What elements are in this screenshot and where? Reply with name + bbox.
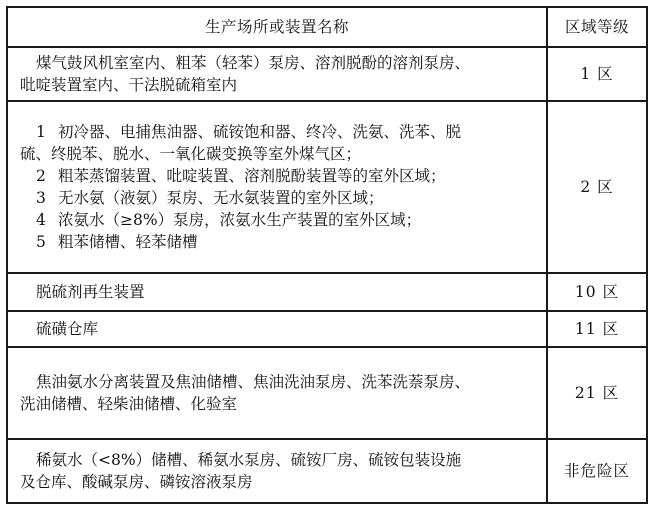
table-row	[7, 101, 647, 273]
site-text-line: 洗油储槽、轻柴油储槽、化验室	[20, 395, 238, 413]
list-item-continuation: 硫、终脱苯、脱水、一氧化碳变换等室外煤气区；	[20, 145, 362, 163]
list-item	[20, 231, 536, 253]
list-item	[20, 187, 536, 209]
zone-level-cell: 21 区	[547, 347, 647, 439]
list-item	[20, 165, 536, 187]
site-text-line: 硫磺仓库	[36, 320, 99, 338]
list-item-text: 初冷器、电捕焦油器、硫铵饱和器、终冷、洗氨、洗苯、脱	[58, 123, 462, 141]
table-row	[7, 347, 647, 439]
zone-level-cell: 10 区	[547, 273, 647, 311]
site-text-line: 焦油氨水分离装置及焦油储槽、焦油洗油泵房、洗苯洗萘泵房、	[36, 373, 471, 391]
site-name-cell	[7, 311, 547, 347]
list-item-text: 浓氨水（≥8%）泵房，浓氨水生产装置的室外区域；	[58, 211, 422, 229]
zone-classification-table	[6, 6, 648, 504]
table-row	[7, 47, 647, 101]
list-item-number: 3	[36, 189, 46, 207]
list-item	[20, 209, 536, 231]
site-text-line: 及仓库、酸碱泵房、磷铵溶液泵房	[20, 473, 253, 491]
table-row	[7, 439, 647, 503]
list-item	[20, 121, 536, 143]
header-zone-level: 区域等级	[547, 7, 647, 47]
site-name-cell	[7, 347, 547, 439]
table-row	[7, 311, 647, 347]
site-name-cell	[7, 101, 547, 273]
site-text-line: 吡啶装置室内、干法脱硫箱室内	[20, 76, 238, 94]
zone-level-cell: 11 区	[547, 311, 647, 347]
site-name-cell	[7, 273, 547, 311]
table-header-row	[7, 7, 647, 47]
zone-level-cell: 1 区	[547, 47, 647, 101]
site-text-line: 煤气鼓风机室室内、粗苯（轻苯）泵房、溶剂脱酚的溶剂泵房、	[36, 54, 471, 72]
list-item-number: 5	[36, 233, 46, 251]
list-item-text: 粗苯储槽、轻苯储槽	[58, 233, 198, 251]
zone-level-cell: 非危险区	[547, 439, 647, 503]
site-text-line: 稀氨水（<8%）储槽、稀氨水泵房、硫铵厂房、硫铵包装设施	[36, 451, 462, 469]
list-item-number: 4	[36, 211, 46, 229]
site-name-cell	[7, 47, 547, 101]
list-item-number: 2	[36, 167, 46, 185]
zone-classification-table-container	[6, 6, 646, 500]
table-row	[7, 273, 647, 311]
site-name-cell	[7, 439, 547, 503]
list-item-text: 无水氨（液氨）泵房、无水氨装置的室外区域；	[58, 189, 384, 207]
header-site-name: 生产场所或装置名称	[7, 7, 547, 47]
list-item-number: 1	[36, 123, 46, 141]
site-text-line: 脱硫剂再生装置	[36, 283, 145, 301]
zone-level-cell: 2 区	[547, 101, 647, 273]
list-item-text: 粗苯蒸馏装置、吡啶装置、溶剂脱酚装置等的室外区域；	[58, 167, 446, 185]
